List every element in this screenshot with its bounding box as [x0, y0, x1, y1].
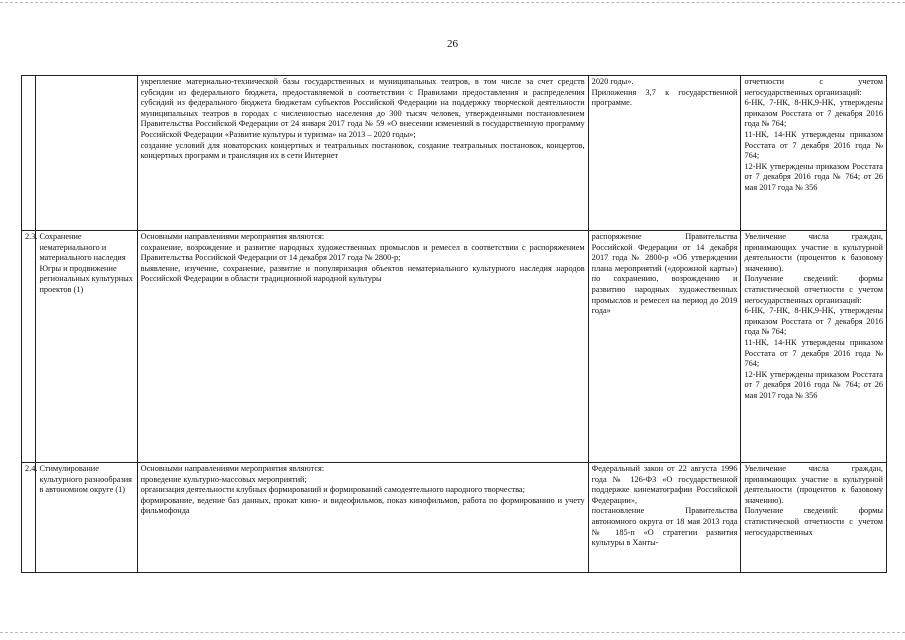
legal-documents-cell — [588, 463, 741, 573]
document-text: постановление Правительства автономного округа от 18 мая 2013 года № 185-п «О стратегии развития культуры в Ханты- — [591, 506, 738, 548]
activity-name-cell — [36, 76, 137, 231]
document-text: распоряжение Правительства Российской Федерации от 14 декабря 2017 года № 2800-р «Об утверждении плана мероприятий («дорожной карты») по сохранению, возрождению и развитию народных художественных промыслов и ремесел на период до 2019 года» — [591, 232, 738, 316]
activity-text: проведение культурно-массовых мероприятий; — [140, 474, 307, 484]
table-row — [22, 231, 887, 463]
activity-text: укрепление материально-технической базы государственных и муниципальных театров, в том числе за счет средств субсидии из федерального бюджета, предоставляемой в соответствии с Правилами предоставления и распределения субсидий из федерального бюджета бюджетам субъектов Российской Федерации на поддержку творческой деятельности муниципальных театров в городах с численностью населения до 300 тысяч человек, утвержденными постановлением Правительства Российской Федерации от 24 января 2017 года № 59 «О внесении изменений в государственную программу Российской Федерации «Развитие культуры и туризма» на 2013 – 2020 годы»; — [140, 77, 585, 139]
indicator-text: Увеличение числа граждан, принимающих участие в культурной деятельности (процентов к базовому значению). — [744, 232, 883, 273]
indicator-text: Увеличение числа граждан, принимающих участие в культурной деятельности (процентов к базовому значению). — [744, 464, 883, 505]
document-text: Приложения 3,7 к государственной программе. — [591, 87, 738, 108]
indicator-text: 12-НК утверждены приказом Росстата от 7 декабря 2016 года № 764; от 26 мая 2017 года № 356 — [744, 369, 883, 400]
activity-directions-cell — [137, 231, 588, 463]
activity-text: создание условий для новаторских концертных и театральных постановок, создание театральных постановок, концертов, концертных программ и трансляция их в сети Интернет — [140, 140, 585, 161]
table-row — [22, 463, 887, 573]
indicator-text: отчетности с учетом негосударственных организаций: — [744, 77, 883, 97]
legal-documents-cell — [588, 76, 741, 231]
activity-text: формирование, ведение баз данных, прокат кино- и видеофильмов, показ кинофильмов, работа по формированию и учету фильмофонда — [140, 495, 585, 516]
activity-directions-cell — [137, 76, 588, 231]
indicators-cell — [741, 463, 887, 573]
indicator-text: 6-НК, 7-НК, 8-НК,9-НК, утверждены приказом Росстата от 7 декабря 2016 года № 764; — [744, 306, 883, 337]
activity-text: Основными направлениями мероприятия являются: — [140, 232, 325, 241]
document-text: Федеральный закон от 22 августа 1996 года № 126-ФЗ «О государственной поддержке кинематографии Российской Федерации», — [591, 464, 738, 505]
indicator-text: 12-НК утверждены приказом Росстата от 7 декабря 2016 года № 764; от 26 мая 2017 года № 356 — [744, 161, 883, 192]
document-text: 2020 годы». — [591, 77, 634, 86]
indicator-text: Получение сведений: формы статистической отчетности с учетом негосударственных организаций: — [744, 274, 883, 305]
legal-documents-cell — [588, 231, 741, 463]
scan-top-edge — [0, 2, 905, 4]
page-number: 26 — [447, 38, 458, 50]
activity-name-cell: Стимулирование культурного разнообразия в автономном округе (1) — [36, 463, 137, 573]
row-number-cell: 2.3. — [22, 231, 36, 463]
program-table — [21, 75, 887, 573]
row-number-cell: 2.4. — [22, 463, 36, 573]
indicators-cell — [741, 76, 887, 231]
indicator-text: Получение сведений: формы статистической отчетности с учетом негосударственных — [744, 506, 883, 537]
indicator-text: 11-НК, 14-НК утверждены приказом Росстата от 7 декабря 2016 года № 764; — [744, 337, 883, 369]
table-row — [22, 76, 887, 231]
activity-directions-cell — [137, 463, 588, 573]
indicators-cell — [741, 231, 887, 463]
row-number-cell — [22, 76, 36, 231]
activity-name-cell: Сохранение нематериального и материального наследия Югры и продвижение региональных культурных проектов (1) — [36, 231, 137, 463]
scan-bottom-edge — [0, 632, 905, 634]
activity-text: Основными направлениями мероприятия являются: — [140, 464, 325, 473]
activity-text: организация деятельности клубных формирований и формирований самодеятельного народного творчества; — [140, 485, 525, 495]
activity-text: сохранение, возрождение и развитие народных художественных промыслов и ремесел в соответствии с распоряжением Правительства Российской Федерации от 14 декабря 2017 года № 2800-р; — [140, 242, 585, 263]
activity-text: выявление, изучение, сохранение, развитие и популяризация объектов нематериального культурного наследия народов Российской Федерации в области традиционной народной культуры — [140, 263, 585, 284]
indicator-text: 6-НК, 7-НК, 8-НК,9-НК, утверждены приказом Росстата от 7 декабря 2016 года № 764; — [744, 98, 883, 129]
indicator-text: 11-НК, 14-НК утверждены приказом Росстата от 7 декабря 2016 года № 764; — [744, 129, 883, 161]
